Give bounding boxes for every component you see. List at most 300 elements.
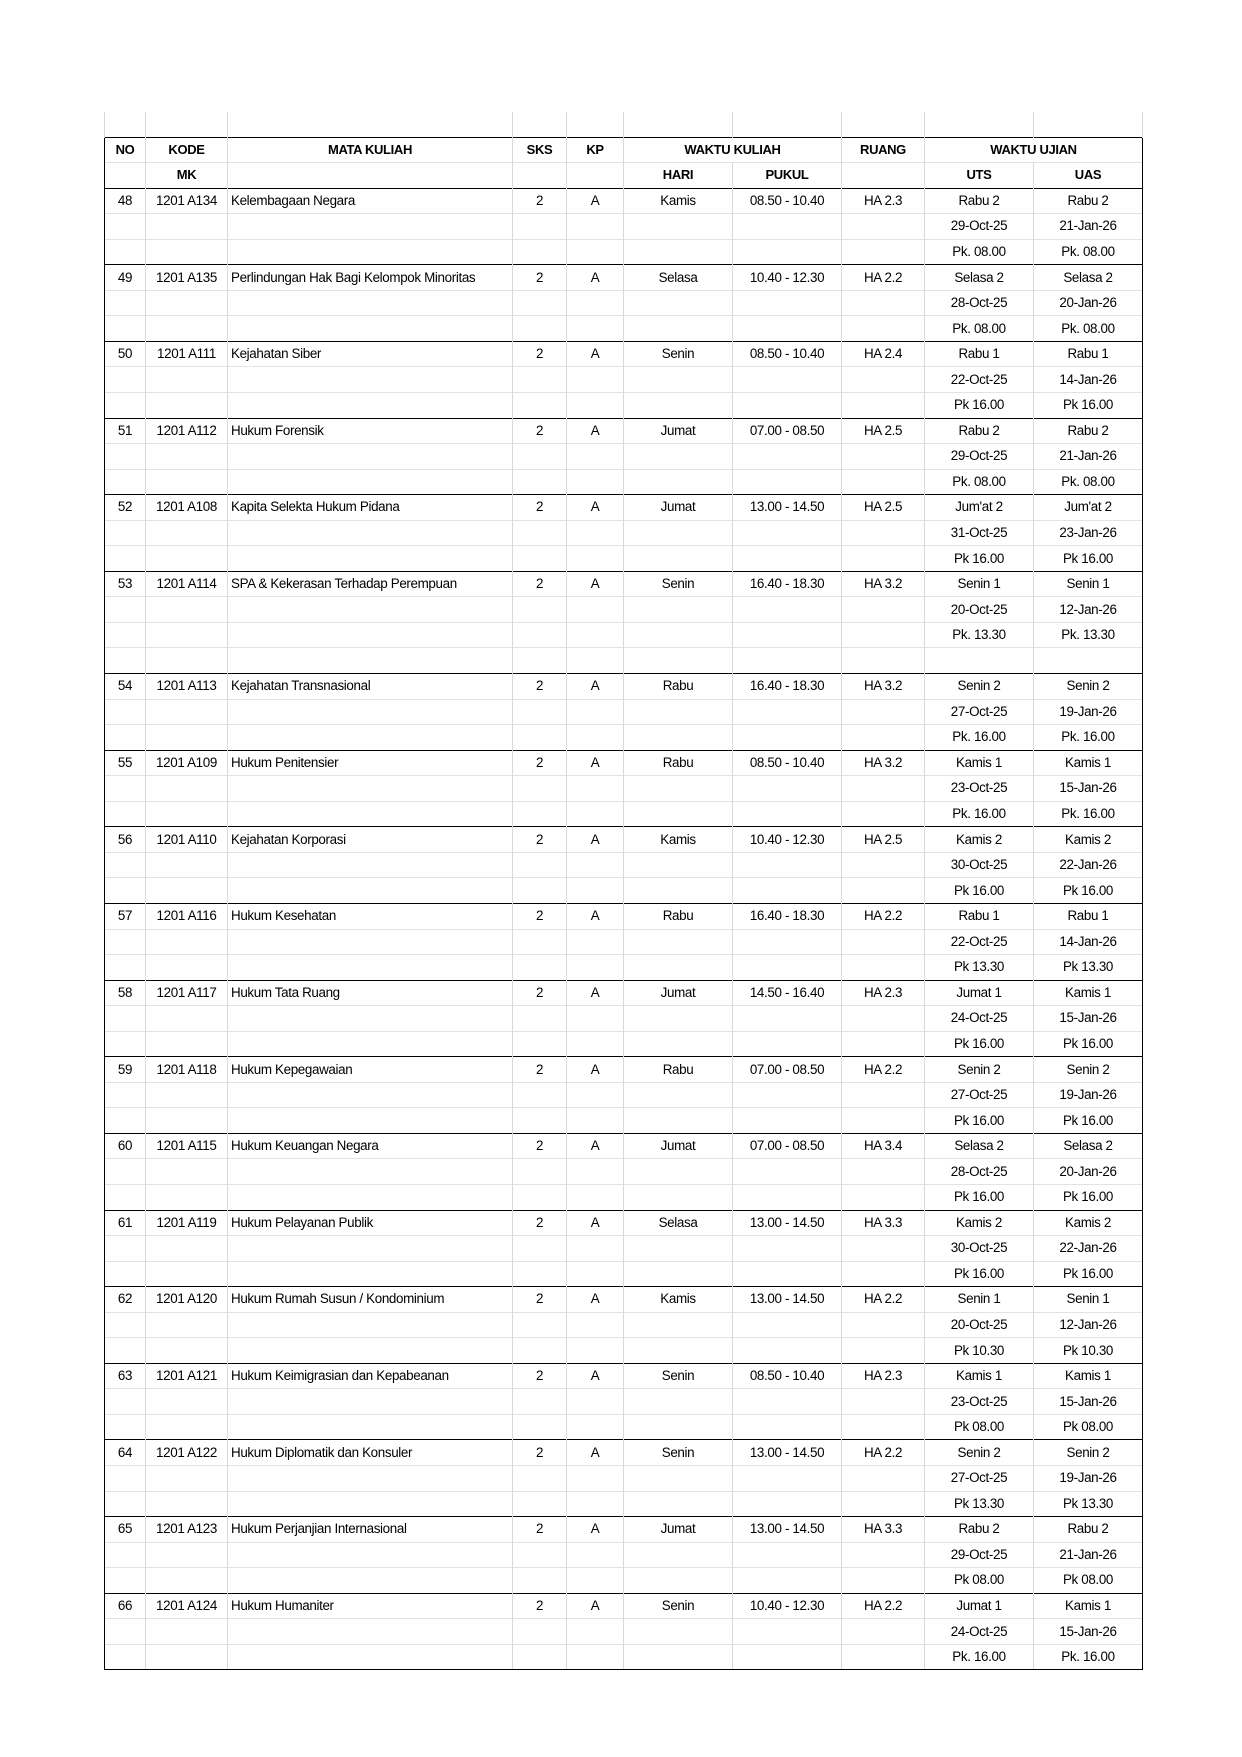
empty-cell	[842, 1184, 925, 1210]
empty-cell	[733, 1414, 842, 1440]
empty-cell	[146, 1184, 228, 1210]
exam-uas: Rabu 1	[1034, 903, 1143, 929]
course-name: Hukum Penitensier	[228, 750, 513, 776]
empty-cell	[733, 239, 842, 265]
empty-cell	[624, 699, 733, 725]
empty-cell	[146, 1236, 228, 1262]
exam-uas: Pk. 16.00	[1034, 801, 1143, 827]
exam-uts: Pk 13.30	[925, 1491, 1034, 1517]
course-no: 65	[105, 1517, 146, 1543]
table-row	[105, 1108, 1143, 1134]
course-kp: A	[567, 1287, 624, 1313]
exam-uas: 22-Jan-26	[1034, 1236, 1143, 1262]
empty-cell	[733, 393, 842, 419]
empty-cell	[842, 801, 925, 827]
empty-cell	[624, 622, 733, 648]
course-kp: A	[567, 827, 624, 853]
table-row	[105, 929, 1143, 955]
course-day: Jumat	[624, 980, 733, 1006]
empty-cell	[228, 546, 513, 572]
course-sks: 2	[513, 903, 567, 929]
exam-uas: Pk 16.00	[1034, 393, 1143, 419]
empty-cell	[842, 1312, 925, 1338]
course-name: Hukum Kesehatan	[228, 903, 513, 929]
course-no: 60	[105, 1133, 146, 1159]
exam-uas: Jum'at 2	[1034, 495, 1143, 521]
course-name: Hukum Keimigrasian dan Kepabeanan	[228, 1363, 513, 1389]
empty-cell	[146, 1414, 228, 1440]
empty-cell	[624, 520, 733, 546]
empty-cell	[105, 1184, 146, 1210]
empty-cell	[105, 801, 146, 827]
course-kp: A	[567, 188, 624, 214]
empty-cell	[146, 1006, 228, 1032]
empty-cell	[567, 1619, 624, 1645]
empty-cell	[842, 520, 925, 546]
empty-cell	[733, 1082, 842, 1108]
exam-uts: 29-Oct-25	[925, 444, 1034, 470]
course-no: 62	[105, 1287, 146, 1313]
empty-cell	[567, 597, 624, 623]
empty-cell	[228, 469, 513, 495]
empty-cell	[567, 214, 624, 240]
empty-cell	[624, 1542, 733, 1568]
course-kp: A	[567, 1440, 624, 1466]
exam-uas: 19-Jan-26	[1034, 699, 1143, 725]
empty-cell	[733, 1491, 842, 1517]
course-time: 10.40 - 12.30	[733, 827, 842, 853]
table-row	[105, 188, 1143, 214]
table-row	[105, 955, 1143, 981]
empty-cell	[105, 1542, 146, 1568]
course-kp: A	[567, 1057, 624, 1083]
empty-cell	[624, 852, 733, 878]
empty-cell	[228, 393, 513, 419]
course-code: 1201 A108	[146, 495, 228, 521]
empty-cell	[513, 393, 567, 419]
empty-cell	[105, 1236, 146, 1262]
empty-cell	[228, 1108, 513, 1134]
table-row	[105, 495, 1143, 521]
empty-cell	[624, 1108, 733, 1134]
exam-uts: 24-Oct-25	[925, 1006, 1034, 1032]
course-no: 66	[105, 1593, 146, 1619]
exam-uas: 14-Jan-26	[1034, 929, 1143, 955]
empty-cell	[624, 801, 733, 827]
exam-uts: Pk. 08.00	[925, 469, 1034, 495]
course-sks: 2	[513, 1593, 567, 1619]
empty-cell	[146, 1542, 228, 1568]
exam-uas: Kamis 1	[1034, 750, 1143, 776]
empty-cell	[513, 1542, 567, 1568]
empty-cell	[513, 1261, 567, 1287]
empty-cell	[624, 239, 733, 265]
empty-cell	[733, 1389, 842, 1415]
exam-uts: Rabu 1	[925, 341, 1034, 367]
empty-cell	[733, 1006, 842, 1032]
empty-cell	[624, 1644, 733, 1670]
header-waktu-ujian: WAKTU UJIAN	[925, 137, 1143, 163]
course-room: HA 2.5	[842, 495, 925, 521]
course-sks: 2	[513, 571, 567, 597]
course-code: 1201 A117	[146, 980, 228, 1006]
table-row	[105, 1593, 1143, 1619]
course-kp: A	[567, 1133, 624, 1159]
course-name: Hukum Humaniter	[228, 1593, 513, 1619]
empty-cell	[228, 1338, 513, 1364]
empty-cell	[105, 112, 146, 137]
empty-cell	[842, 597, 925, 623]
empty-cell	[842, 163, 925, 189]
course-day: Senin	[624, 1440, 733, 1466]
course-room: HA 3.2	[842, 571, 925, 597]
empty-cell	[925, 112, 1034, 137]
course-kp: A	[567, 1517, 624, 1543]
empty-cell	[513, 1619, 567, 1645]
course-sks: 2	[513, 265, 567, 291]
course-no: 53	[105, 571, 146, 597]
course-name: Hukum Rumah Susun / Kondominium	[228, 1287, 513, 1313]
exam-uts: Pk 08.00	[925, 1568, 1034, 1594]
empty-cell	[228, 290, 513, 316]
table-row	[105, 1057, 1143, 1083]
exam-uts: Pk 16.00	[925, 1261, 1034, 1287]
empty-cell	[842, 367, 925, 393]
empty-cell	[146, 1619, 228, 1645]
exam-uts: Rabu 1	[925, 903, 1034, 929]
empty-cell	[105, 444, 146, 470]
table-row	[105, 367, 1143, 393]
table-row	[105, 1619, 1143, 1645]
empty-cell	[146, 597, 228, 623]
header-mk: MK	[146, 163, 228, 189]
empty-cell	[228, 1568, 513, 1594]
course-time: 14.50 - 16.40	[733, 980, 842, 1006]
course-name: Perlindungan Hak Bagi Kelompok Minoritas	[228, 265, 513, 291]
empty-cell	[733, 929, 842, 955]
exam-uts: Rabu 2	[925, 418, 1034, 444]
course-time: 13.00 - 14.50	[733, 1210, 842, 1236]
exam-uas: Rabu 1	[1034, 341, 1143, 367]
course-day: Senin	[624, 341, 733, 367]
empty-cell	[146, 112, 228, 137]
exam-uas: Selasa 2	[1034, 1133, 1143, 1159]
course-code: 1201 A114	[146, 571, 228, 597]
empty-cell	[228, 1082, 513, 1108]
empty-cell	[624, 469, 733, 495]
empty-cell	[513, 469, 567, 495]
empty-cell	[228, 163, 513, 189]
exam-uas: 21-Jan-26	[1034, 214, 1143, 240]
empty-cell	[146, 725, 228, 751]
exam-uas: Pk 16.00	[1034, 1184, 1143, 1210]
schedule-table	[104, 112, 1143, 1670]
exam-uts: 29-Oct-25	[925, 1542, 1034, 1568]
exam-uas: Pk 16.00	[1034, 546, 1143, 572]
course-day: Kamis	[624, 188, 733, 214]
empty-cell	[146, 214, 228, 240]
empty-cell	[146, 1082, 228, 1108]
table-row	[105, 1184, 1143, 1210]
table-row	[105, 622, 1143, 648]
empty-cell	[624, 393, 733, 419]
empty-cell	[842, 1491, 925, 1517]
empty-cell	[513, 801, 567, 827]
empty-cell	[624, 597, 733, 623]
table-row	[105, 1082, 1143, 1108]
empty-cell	[567, 1389, 624, 1415]
empty-cell	[513, 1465, 567, 1491]
empty-cell	[228, 1542, 513, 1568]
header-row-secondary	[105, 163, 1143, 189]
table-row	[105, 1159, 1143, 1185]
empty-cell	[567, 878, 624, 904]
empty-cell	[513, 878, 567, 904]
exam-uts: Kamis 1	[925, 1363, 1034, 1389]
empty-cell	[567, 648, 624, 674]
exam-uas: Pk 08.00	[1034, 1568, 1143, 1594]
exam-uts: 27-Oct-25	[925, 699, 1034, 725]
exam-uts: Pk. 16.00	[925, 725, 1034, 751]
table-row	[105, 214, 1143, 240]
exam-uts: Pk 16.00	[925, 878, 1034, 904]
empty-cell	[105, 699, 146, 725]
course-code: 1201 A135	[146, 265, 228, 291]
empty-cell	[567, 1261, 624, 1287]
empty-cell	[228, 1414, 513, 1440]
blank-top-row	[105, 112, 1143, 137]
empty-cell	[842, 316, 925, 342]
exam-uas: Pk 16.00	[1034, 878, 1143, 904]
course-sks: 2	[513, 341, 567, 367]
empty-cell	[228, 1644, 513, 1670]
exam-uas: 19-Jan-26	[1034, 1465, 1143, 1491]
empty-cell	[105, 1108, 146, 1134]
empty-cell	[567, 1006, 624, 1032]
empty-cell	[513, 622, 567, 648]
table-row	[105, 1133, 1143, 1159]
exam-uas: Senin 2	[1034, 674, 1143, 700]
empty-cell	[733, 316, 842, 342]
empty-cell	[733, 622, 842, 648]
course-room: HA 2.2	[842, 1057, 925, 1083]
table-row	[105, 1363, 1143, 1389]
course-name: Hukum Forensik	[228, 418, 513, 444]
empty-cell	[567, 112, 624, 137]
exam-uas: 15-Jan-26	[1034, 1389, 1143, 1415]
course-day: Jumat	[624, 1517, 733, 1543]
table-row	[105, 546, 1143, 572]
course-no: 55	[105, 750, 146, 776]
course-room: HA 2.5	[842, 418, 925, 444]
empty-cell	[842, 725, 925, 751]
course-name: Kapita Selekta Hukum Pidana	[228, 495, 513, 521]
empty-cell	[146, 699, 228, 725]
exam-uas: Kamis 2	[1034, 827, 1143, 853]
empty-cell	[228, 1619, 513, 1645]
exam-uas: 15-Jan-26	[1034, 1619, 1143, 1645]
empty-cell	[624, 290, 733, 316]
exam-uas: Pk. 13.30	[1034, 622, 1143, 648]
course-sks: 2	[513, 1517, 567, 1543]
course-name: Hukum Perjanjian Internasional	[228, 1517, 513, 1543]
course-room: HA 2.2	[842, 1287, 925, 1313]
empty-cell	[513, 1568, 567, 1594]
empty-cell	[146, 1568, 228, 1594]
empty-cell	[228, 1236, 513, 1262]
exam-uas: Senin 2	[1034, 1057, 1143, 1083]
empty-cell	[105, 546, 146, 572]
course-room: HA 2.2	[842, 903, 925, 929]
empty-cell	[228, 1031, 513, 1057]
empty-cell	[842, 699, 925, 725]
exam-uas: Selasa 2	[1034, 265, 1143, 291]
empty-cell	[842, 393, 925, 419]
empty-cell	[567, 1338, 624, 1364]
course-room: HA 3.4	[842, 1133, 925, 1159]
course-code: 1201 A112	[146, 418, 228, 444]
course-room: HA 2.2	[842, 265, 925, 291]
empty-cell	[146, 801, 228, 827]
empty-cell	[624, 546, 733, 572]
course-time: 08.50 - 10.40	[733, 188, 842, 214]
empty-cell	[146, 290, 228, 316]
empty-cell	[567, 367, 624, 393]
empty-cell	[228, 1312, 513, 1338]
course-time: 10.40 - 12.30	[733, 1593, 842, 1619]
course-name: SPA & Kekerasan Terhadap Perempuan	[228, 571, 513, 597]
empty-cell	[624, 725, 733, 751]
exam-uas: Kamis 1	[1034, 1593, 1143, 1619]
empty-cell	[513, 546, 567, 572]
exam-uas: Kamis 1	[1034, 1363, 1143, 1389]
exam-uts: 28-Oct-25	[925, 290, 1034, 316]
empty-cell	[624, 1312, 733, 1338]
empty-cell	[567, 776, 624, 802]
exam-uts: Senin 2	[925, 1440, 1034, 1466]
empty-cell	[733, 214, 842, 240]
empty-cell	[513, 367, 567, 393]
empty-cell	[624, 1414, 733, 1440]
exam-uas: Pk 13.30	[1034, 1491, 1143, 1517]
empty-cell	[624, 316, 733, 342]
exam-uas: 15-Jan-26	[1034, 1006, 1143, 1032]
exam-uas: Pk. 08.00	[1034, 469, 1143, 495]
empty-cell	[567, 1236, 624, 1262]
table-row	[105, 1465, 1143, 1491]
empty-cell	[842, 852, 925, 878]
exam-uas: Pk 10.30	[1034, 1338, 1143, 1364]
empty-cell	[567, 801, 624, 827]
header-sks: SKS	[513, 137, 567, 163]
empty-cell	[105, 1261, 146, 1287]
exam-uts: 20-Oct-25	[925, 597, 1034, 623]
course-day: Senin	[624, 1363, 733, 1389]
empty-cell	[733, 290, 842, 316]
exam-uas: Senin 1	[1034, 571, 1143, 597]
empty-cell	[228, 1389, 513, 1415]
course-sks: 2	[513, 495, 567, 521]
exam-uas: 19-Jan-26	[1034, 1082, 1143, 1108]
table-row	[105, 1287, 1143, 1313]
empty-cell	[513, 1312, 567, 1338]
empty-cell	[1034, 112, 1143, 137]
empty-cell	[513, 648, 567, 674]
empty-cell	[842, 1568, 925, 1594]
empty-cell	[105, 367, 146, 393]
course-day: Jumat	[624, 1133, 733, 1159]
empty-cell	[567, 469, 624, 495]
table-row	[105, 418, 1143, 444]
empty-cell	[733, 597, 842, 623]
empty-cell	[842, 112, 925, 137]
exam-uts: Senin 2	[925, 1057, 1034, 1083]
header-ruang: RUANG	[842, 137, 925, 163]
empty-cell	[624, 1261, 733, 1287]
exam-uts: Pk. 16.00	[925, 1644, 1034, 1670]
course-kp: A	[567, 1210, 624, 1236]
course-no: 63	[105, 1363, 146, 1389]
course-kp: A	[567, 341, 624, 367]
table-row	[105, 648, 1143, 674]
course-time: 07.00 - 08.50	[733, 418, 842, 444]
empty-cell	[228, 852, 513, 878]
empty-cell	[624, 1236, 733, 1262]
exam-uts: Kamis 2	[925, 827, 1034, 853]
empty-cell	[567, 622, 624, 648]
course-sks: 2	[513, 1287, 567, 1313]
exam-uas: Kamis 2	[1034, 1210, 1143, 1236]
empty-cell	[567, 852, 624, 878]
course-day: Jumat	[624, 418, 733, 444]
empty-cell	[146, 622, 228, 648]
exam-uas: 20-Jan-26	[1034, 290, 1143, 316]
empty-cell	[733, 469, 842, 495]
exam-uts	[925, 648, 1034, 674]
course-room: HA 2.5	[842, 827, 925, 853]
empty-cell	[733, 699, 842, 725]
empty-cell	[146, 1465, 228, 1491]
empty-cell	[842, 929, 925, 955]
exam-uts: Pk 16.00	[925, 1031, 1034, 1057]
course-name: Kejahatan Siber	[228, 341, 513, 367]
empty-cell	[624, 955, 733, 981]
exam-uts: 27-Oct-25	[925, 1465, 1034, 1491]
exam-uas: Rabu 2	[1034, 188, 1143, 214]
course-room: HA 2.3	[842, 980, 925, 1006]
exam-uts: 28-Oct-25	[925, 1159, 1034, 1185]
table-row	[105, 1236, 1143, 1262]
empty-cell	[567, 699, 624, 725]
empty-cell	[567, 239, 624, 265]
empty-cell	[842, 239, 925, 265]
course-day: Rabu	[624, 674, 733, 700]
exam-uas: Senin 2	[1034, 1440, 1143, 1466]
course-sks: 2	[513, 674, 567, 700]
table-row	[105, 239, 1143, 265]
course-room: HA 2.3	[842, 188, 925, 214]
course-time: 08.50 - 10.40	[733, 1363, 842, 1389]
table-row	[105, 341, 1143, 367]
course-time: 13.00 - 14.50	[733, 1517, 842, 1543]
course-no: 61	[105, 1210, 146, 1236]
course-room: HA 2.2	[842, 1440, 925, 1466]
header-waktu-kuliah: WAKTU KULIAH	[624, 137, 842, 163]
empty-cell	[146, 239, 228, 265]
exam-uts: Selasa 2	[925, 265, 1034, 291]
empty-cell	[842, 1465, 925, 1491]
course-code: 1201 A124	[146, 1593, 228, 1619]
